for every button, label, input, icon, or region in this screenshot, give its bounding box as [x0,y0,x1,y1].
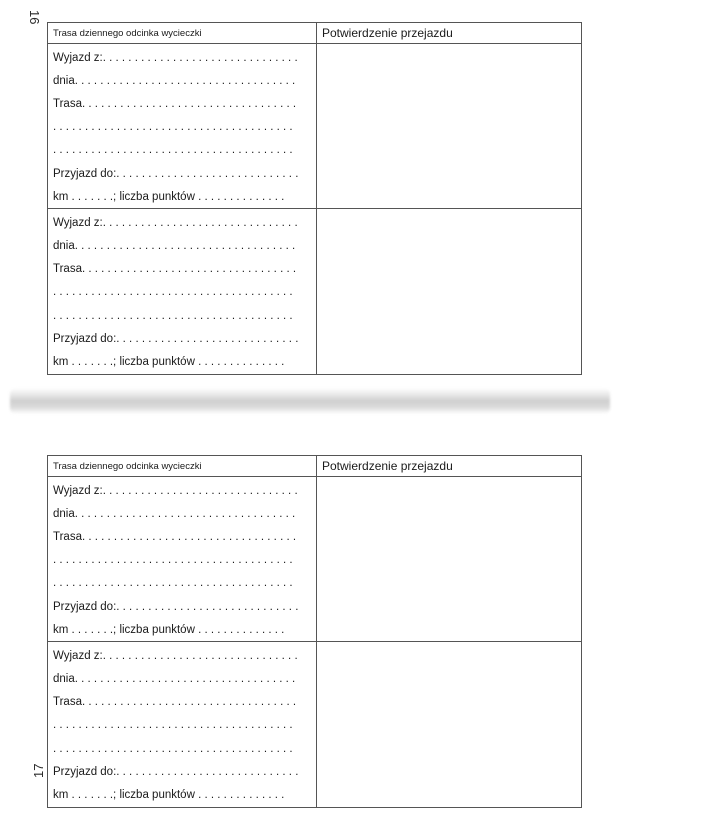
km-points-line[interactable]: km . . . . . . .; liczba punktów . . . . . . . . . . . . . . [53,356,285,369]
route-column-header: Trasa dziennego odcinka wycieczki [48,456,317,476]
confirmation-column-header: Potwierdzenie przejazdu [322,26,453,40]
route-continuation-line[interactable]: . . . . . . . . . . . . . . . . . . . . . . . . . . . . . . . . . . . . . . [53,577,293,590]
page-fold-shadow [10,388,610,414]
table-header [48,23,581,44]
route-continuation-line[interactable]: . . . . . . . . . . . . . . . . . . . . . . . . . . . . . . . . . . . . . . [53,719,293,732]
date-line[interactable]: dnia. . . . . . . . . . . . . . . . . . . . . . . . . . . . . . . . . . . [53,74,296,87]
arrival-line[interactable]: Przyjazd do:. . . . . . . . . . . . . . . . . . . . . . . . . . . . . [53,332,299,345]
page-number-top: 16 [27,10,42,25]
route-continuation-line[interactable]: . . . . . . . . . . . . . . . . . . . . . . . . . . . . . . . . . . . . . . [53,121,293,134]
km-points-line[interactable]: km . . . . . . .; liczba punktów . . . . . . . . . . . . . . [53,789,285,802]
confirmation-cell[interactable] [317,477,581,641]
km-points-line[interactable]: km . . . . . . .; liczba punktów . . . . . . . . . . . . . . [53,190,285,203]
arrival-line[interactable]: Przyjazd do:. . . . . . . . . . . . . . . . . . . . . . . . . . . . . [53,765,299,778]
confirmation-column-header: Potwierdzenie przejazdu [322,459,453,473]
date-line[interactable]: dnia. . . . . . . . . . . . . . . . . . . . . . . . . . . . . . . . . . . [53,673,296,686]
departure-line[interactable]: Wyjazd z:. . . . . . . . . . . . . . . . . . . . . . . . . . . . . . . [53,51,298,64]
day-entry-block [48,641,581,806]
day-entry-block [48,477,581,641]
arrival-line[interactable]: Przyjazd do:. . . . . . . . . . . . . . . . . . . . . . . . . . . . . [53,600,299,613]
route-continuation-line[interactable]: . . . . . . . . . . . . . . . . . . . . . . . . . . . . . . . . . . . . . . [53,144,293,157]
table-header [48,456,581,477]
day-entry-block [48,44,581,208]
route-entry-fields [48,209,317,373]
route-entry-fields [48,642,317,806]
page-number-bottom: 17 [31,763,46,778]
day-entry-block [48,208,581,373]
route-entry-fields [48,44,317,208]
departure-line[interactable]: Wyjazd z:. . . . . . . . . . . . . . . . . . . . . . . . . . . . . . . [53,649,298,662]
route-line[interactable]: Trasa. . . . . . . . . . . . . . . . . . . . . . . . . . . . . . . . . . [53,263,297,276]
route-continuation-line[interactable]: . . . . . . . . . . . . . . . . . . . . . . . . . . . . . . . . . . . . . . [53,742,293,755]
arrival-line[interactable]: Przyjazd do:. . . . . . . . . . . . . . . . . . . . . . . . . . . . . [53,167,299,180]
route-continuation-line[interactable]: . . . . . . . . . . . . . . . . . . . . . . . . . . . . . . . . . . . . . . [53,554,293,567]
confirmation-cell[interactable] [317,642,581,806]
confirmation-cell[interactable] [317,44,581,208]
route-line[interactable]: Trasa. . . . . . . . . . . . . . . . . . . . . . . . . . . . . . . . . . [53,696,297,709]
route-line[interactable]: Trasa. . . . . . . . . . . . . . . . . . . . . . . . . . . . . . . . . . [53,97,297,110]
date-line[interactable]: dnia. . . . . . . . . . . . . . . . . . . . . . . . . . . . . . . . . . . [53,240,296,253]
confirmation-cell[interactable] [317,209,581,373]
route-column-header: Trasa dziennego odcinka wycieczki [48,23,317,43]
departure-line[interactable]: Wyjazd z:. . . . . . . . . . . . . . . . . . . . . . . . . . . . . . . [53,484,298,497]
date-line[interactable]: dnia. . . . . . . . . . . . . . . . . . . . . . . . . . . . . . . . . . . [53,507,296,520]
route-line[interactable]: Trasa. . . . . . . . . . . . . . . . . . . . . . . . . . . . . . . . . . [53,530,297,543]
route-continuation-line[interactable]: . . . . . . . . . . . . . . . . . . . . . . . . . . . . . . . . . . . . . . [53,286,293,299]
departure-line[interactable]: Wyjazd z:. . . . . . . . . . . . . . . . . . . . . . . . . . . . . . . [53,216,298,229]
route-log-table-1 [47,22,582,375]
km-points-line[interactable]: km . . . . . . .; liczba punktów . . . . . . . . . . . . . . [53,623,285,636]
route-log-table-2 [47,455,582,808]
route-entry-fields [48,477,317,641]
route-continuation-line[interactable]: . . . . . . . . . . . . . . . . . . . . . . . . . . . . . . . . . . . . . . [53,309,293,322]
